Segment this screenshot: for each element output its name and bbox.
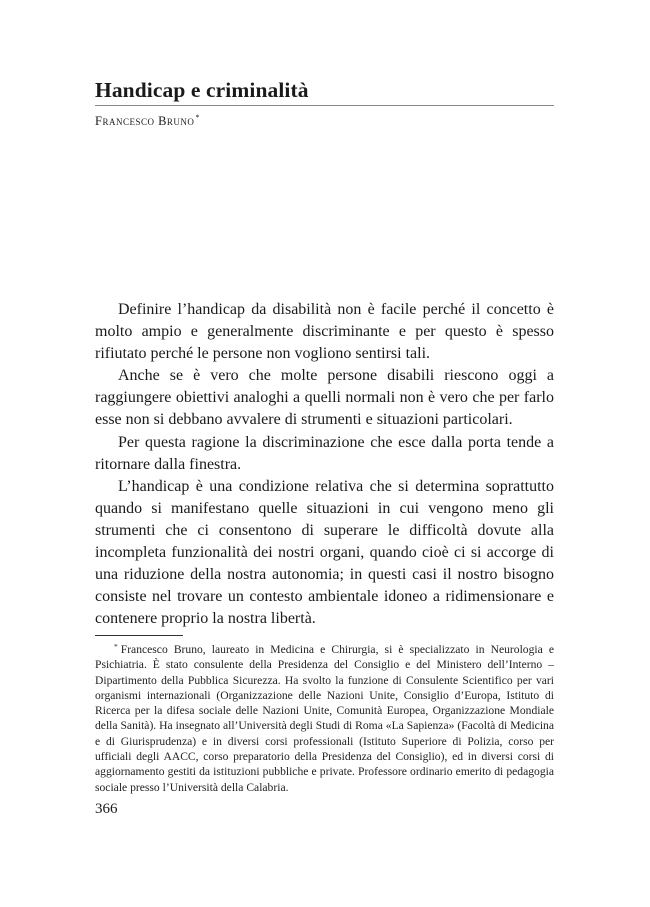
page-number: 366	[95, 801, 118, 817]
chapter-title: Handicap e criminalità	[95, 78, 309, 102]
author-line	[95, 110, 200, 129]
footnote-text: Francesco Bruno, laureato in Medicina e Chirurgia, si è specializzato in Neurologia e Psichiatria. È stato consulente della Presidenza del Consiglio e del Ministero dell’Interno – Dipartimento della Pubblica Sicurezza. Ha svolto la funzione di Consulente Scientifico per vari organismi internazionali (Organizzazione delle Nazioni Unite, Consiglio d’Europa, Istituto di Ricerca per la difesa sociale delle Nazioni Unite, Comunità Europea, Organizzazione Mondiale della Sanità). Ha insegnato all’Università degli Studi di Roma «La Sapienza» (Facoltà di Medicina e di Giurisprudenza) e in diversi corsi professionali (Istituto Superiore di Polizia, corso per ufficiali degli AACC, corso preparatorio della Presidenza del Consiglio), ed in diversi corsi di aggiornamento gestiti da istituzioni pubbliche e private. Professore ordinario emerito di pedagogia sociale presso l’Università della Calabria.	[95, 643, 554, 794]
author-footnote-marker: *	[195, 113, 200, 122]
footnote-divider	[95, 635, 183, 636]
paragraph-1: Definire l’handicap da disabilità non è facile perché il concetto è molto ampio e generalmente discriminante e per questo è spesso rifiutato perché le persone non vogliono sentirsi tali.	[95, 301, 554, 363]
main-text	[95, 299, 554, 630]
paragraph-4: L’handicap è una condizione relativa che si determina soprattutto quando si manifestano quelle situazioni in cui vengono meno gli strumenti che ci consentono di superare le difficoltà dovute alla incompleta funzionalità dei nostri organi, quando cioè ci si accorge di una riduzione della nostra autonomia; in questi casi il nostro bisogno consiste nel trovare un contesto ambientale idoneo a ridimensionare e contenere proprio la nostra libertà.	[95, 477, 554, 628]
paragraph-2: Anche se è vero che molte persone disabili riescono oggi a raggiungere obiettivi analoghi a quelli normali non è vero che per farlo esse non si debbano avvalere di strumenti e situazioni particolari.	[95, 367, 554, 429]
paragraph-3: Per questa ragione la discriminazione che esce dalla porta tende a ritornare dalla finestra.	[95, 433, 554, 473]
author-name: Francesco Bruno	[95, 114, 195, 128]
footnote-marker: *	[114, 642, 118, 651]
footnote	[95, 639, 554, 795]
title-divider	[95, 105, 554, 106]
